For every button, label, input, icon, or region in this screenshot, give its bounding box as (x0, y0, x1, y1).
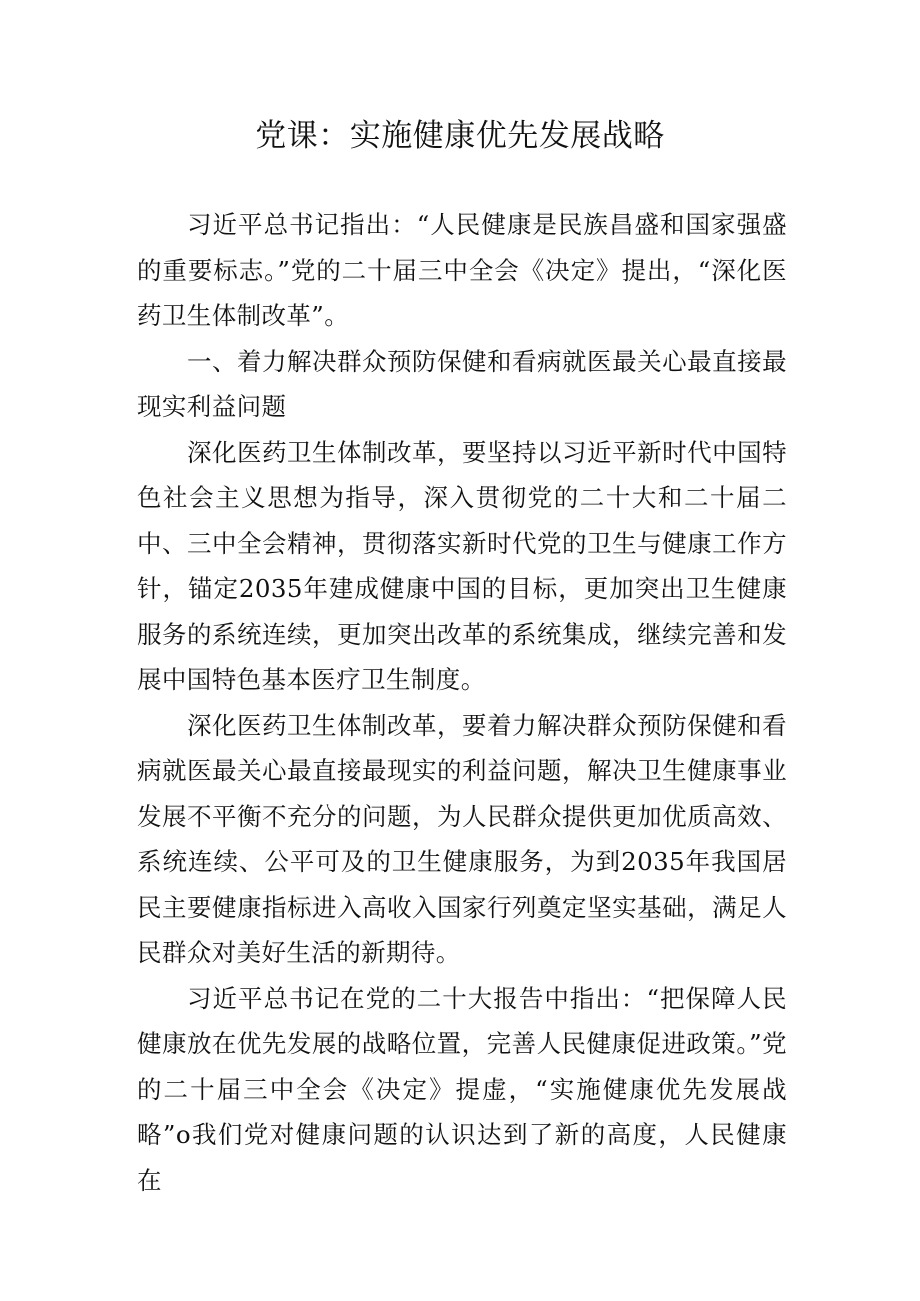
document-body (137, 202, 787, 1203)
paragraph-reform-goals: 深化医药卫生体制改革，要着力解决群众预防保健和看病就医最关心最直接最现实的利益问题，解决卫生健康事业发展不平衡不充分的问题，为人民群众提供更加优质高效、系统连续、公平可及的卫生健康服务，为到2035年我国居民主要健康指标进入高收入国家行列奠定坚实基础，满足人民群众对美好生活的新期待。 (137, 710, 787, 967)
paragraph-reform-guidance: 深化医药卫生体制改革，要坚持以习近平新时代中国特色社会主义思想为指导，深入贯彻党的二十大和二十届二中、三中全会精神，贯彻落实新时代党的卫生与健康工作方针，锚定2035年建成健康中国的目标，更加突出卫生健康服务的系统连续，更加突出改革的系统集成，继续完善和发展中国特色基本医疗卫生制度。 (137, 437, 787, 694)
document-title: 党课：实施健康优先发展战略 (255, 118, 665, 154)
section-heading-one: 一、着力解决群众预防保健和看病就医最关心最直接最现实利益问题 (137, 346, 787, 421)
paragraph-health-priority: 习近平总书记在党的二十大报告中指出：“把保障人民健康放在优先发展的战略位置，完善人民健康促进政策。”党的二十届三中全会《决定》提虚，“实施健康优先发展战略”o我们党对健康问题的认识达到了新的高度，人民健康在 (137, 983, 787, 1195)
paragraph-intro-quote: 习近平总书记指出：“人民健康是民族昌盛和国家强盛的重要标志。”党的二十届三中全会《决定》提出，“深化医药卫生体制改革”。 (137, 210, 787, 330)
